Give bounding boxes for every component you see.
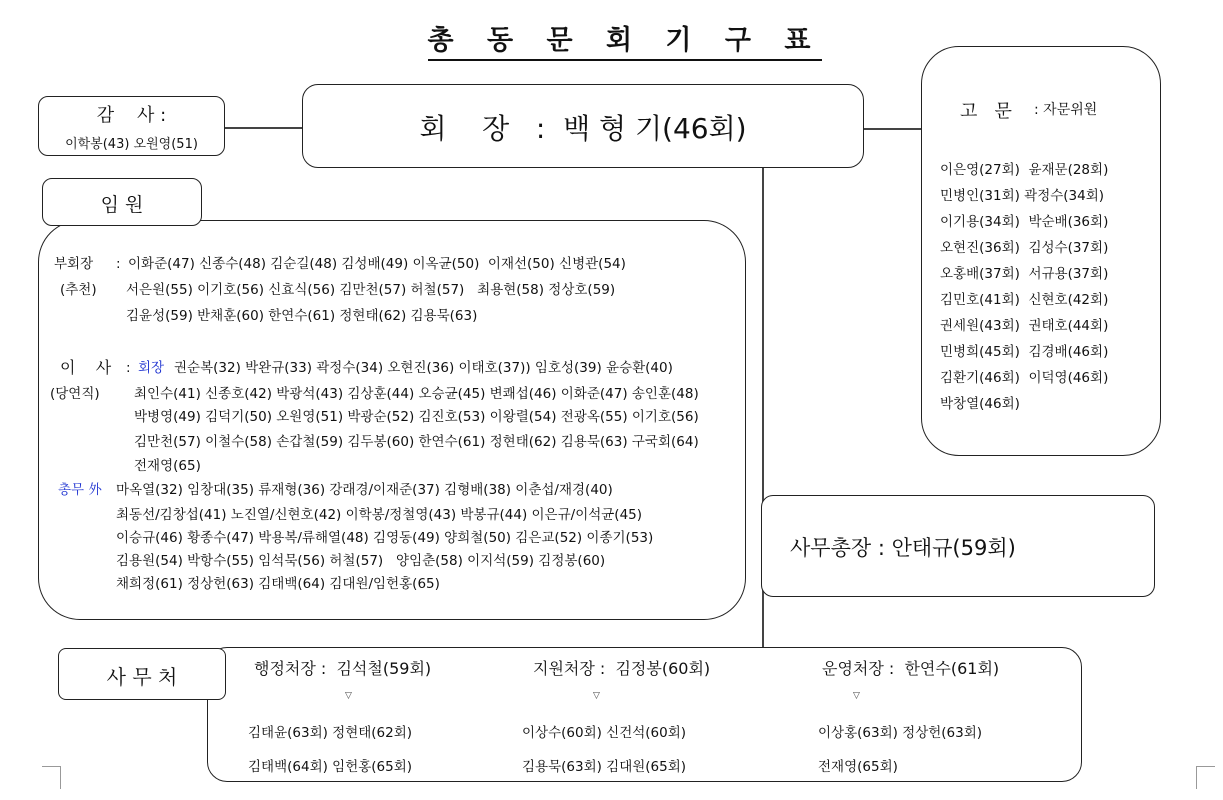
dept-support-staff-2: 김용묵(63회) 김대원(65회)	[522, 759, 687, 775]
page-corner-mark	[42, 766, 61, 789]
directors-line-4: 김만천(57) 이철수(58) 손갑철(59) 김두봉(60) 한연수(61) 정현태(62) 김용묵(63) 구국회(64)	[134, 434, 699, 450]
dept-support-head: 지원처장 : 김정봉(60회)	[533, 659, 711, 678]
president-box	[302, 84, 864, 168]
president-label: 회 장 : 백 형 기(46회)	[419, 112, 747, 145]
advisors-box	[921, 46, 1161, 456]
general-affairs-line-1: 마옥열(32) 임창대(35) 류재형(36) 강래경/이재준(37) 김형배(38) 이춘섭/재경(40)	[116, 482, 613, 498]
directors-colon: :	[126, 360, 131, 376]
dept-admin-head: 행정처장 : 김석철(59회)	[254, 659, 432, 678]
advisor-row: 민병인(31회) 곽정수(34회)	[940, 188, 1105, 204]
vp-line-2: 서은원(55) 이기호(56) 신효식(56) 김만천(57) 허철(57) 최용현(58) 정상호(59)	[126, 282, 616, 298]
vp-line-1: 이화준(47) 신종수(48) 김순길(48) 김성배(49) 이옥균(50) 이재선(50) 신병관(54)	[128, 256, 626, 272]
advisors-title: 고 문	[960, 101, 1012, 122]
advisors-list	[940, 157, 1108, 417]
general-affairs-line-5: 채희정(61) 정상헌(63) 김태백(64) 김대원/임헌홍(65)	[116, 576, 440, 592]
general-affairs-line-2: 최동선/김창섭(41) 노진열/신현호(42) 이학봉/정철영(43) 박봉규(44) 이은규/이석균(45)	[116, 507, 643, 523]
directors-line-1: 권순복(32) 박완규(33) 곽정수(34) 오현진(36) 이태호(37)) 임호성(39) 윤승환(40)	[174, 360, 673, 376]
directors-label: 이 사	[60, 358, 112, 377]
dept-operations-head: 운영처장 : 한연수(61회)	[822, 659, 1000, 678]
advisor-row: 민병희(45회) 김경배(46회)	[940, 344, 1109, 360]
dept-operations-staff-2: 전재영(65회)	[818, 759, 898, 775]
general-affairs-line-3: 이승규(46) 황종수(47) 박용복/류해열(48) 김영동(49) 양희철(50) 김은교(52) 이종기(53)	[116, 530, 654, 546]
vp-label: 부회장	[54, 256, 94, 272]
vp-colon: :	[116, 256, 121, 272]
auditor-box	[38, 96, 225, 156]
auditor-title: 감 사 :	[96, 105, 167, 126]
advisors-subtitle: : 자문위원	[1034, 102, 1098, 118]
dept-admin-staff-2: 김태백(64회) 임헌홍(65회)	[248, 759, 413, 775]
officers-label: 임 원	[100, 194, 144, 216]
connector-auditor	[225, 127, 303, 129]
dept-support-arrow: ▽	[593, 691, 600, 701]
vp-sublabel: (추천)	[60, 282, 97, 298]
advisor-row: 권세원(43회) 권태호(44회)	[940, 318, 1109, 334]
directors-chair-tag: 회장	[138, 360, 165, 376]
vp-line-3: 김윤성(59) 반채훈(60) 한연수(61) 정현태(62) 김용묵(63)	[126, 308, 478, 324]
dept-admin-staff-1: 김태윤(63회) 정현태(62회)	[248, 725, 413, 741]
advisor-row: 김환기(46회) 이덕영(46회)	[940, 370, 1109, 386]
dept-support-staff-1: 이상수(60회) 신건석(60회)	[522, 725, 687, 741]
connector-advisor	[864, 128, 922, 130]
directors-line-3: 박병영(49) 김덕기(50) 오원영(51) 박광순(52) 김진호(53) 이왕렬(54) 전광옥(55) 이기호(56)	[134, 409, 699, 425]
advisor-row: 이기용(34회) 박순배(36회)	[940, 214, 1109, 230]
dept-operations-staff-1: 이상홍(63회) 정상헌(63회)	[818, 725, 983, 741]
general-affairs-line-4: 김용원(54) 박항수(55) 임석묵(56) 허철(57) 양임춘(58) 이지석(59) 김정봉(60)	[116, 553, 606, 569]
general-affairs-label: 총무 外	[58, 482, 102, 498]
dept-admin-arrow: ▽	[345, 691, 352, 701]
advisor-row: 오현진(36회) 김성수(37회)	[940, 240, 1109, 256]
directors-line-2: 최인수(41) 신종호(42) 박광석(43) 김상훈(44) 오승균(45) 변쾌섭(46) 이화준(47) 송인훈(48)	[134, 386, 699, 402]
dept-operations-arrow: ▽	[853, 691, 860, 701]
secretary-general-label: 사무총장 : 안태규(59회)	[790, 536, 1016, 560]
page-corner-mark	[1196, 766, 1215, 789]
advisor-row: 이은영(27회) 윤재문(28회)	[940, 162, 1109, 178]
directors-line-5: 전재영(65)	[134, 458, 201, 474]
secretary-general-box	[761, 495, 1155, 597]
advisor-row: 오홍배(37회) 서규용(37회)	[940, 266, 1109, 282]
auditor-members: 이학봉(43) 오원영(51)	[65, 137, 198, 152]
directors-sublabel: (당연직)	[50, 386, 100, 402]
advisor-row: 박창열(46회)	[940, 396, 1020, 412]
office-label-box	[58, 648, 226, 700]
advisor-row: 김민호(41회) 신현호(42회)	[940, 292, 1109, 308]
page-title: 총 동 문 회 기 구 표	[0, 18, 1223, 57]
office-label: 사 무 처	[106, 665, 178, 689]
officers-label-box	[42, 178, 202, 226]
